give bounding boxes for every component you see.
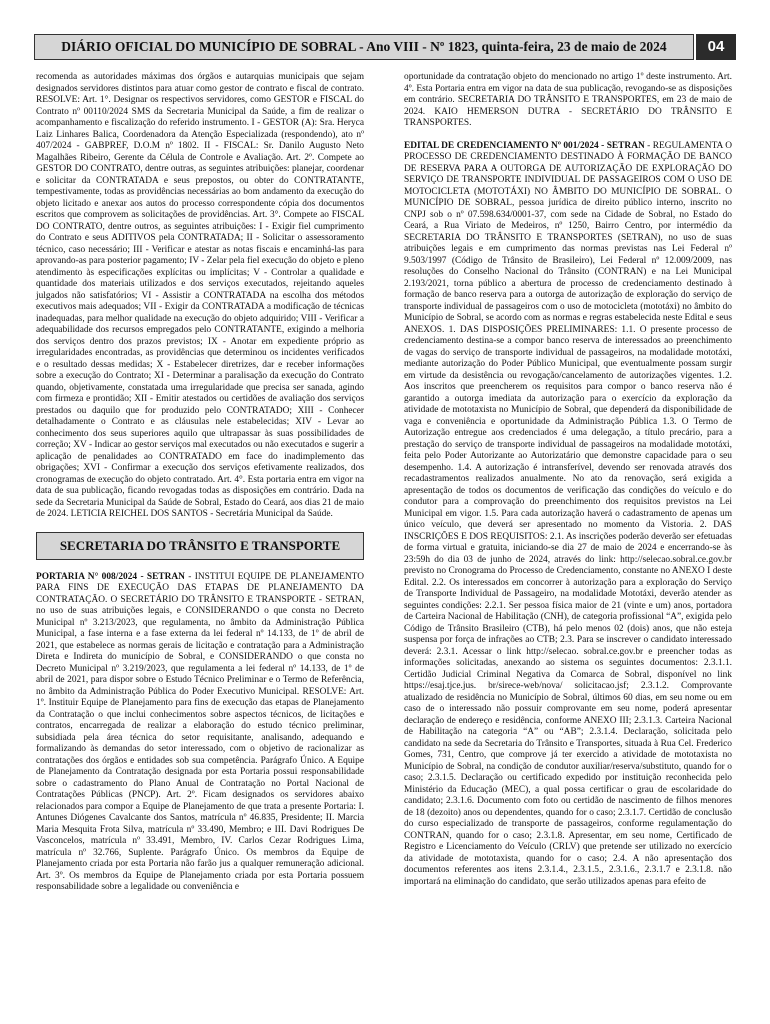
section-title: SECRETARIA DO TRÂNSITO E TRANSPORTE <box>36 532 364 560</box>
left-paragraph-1: recomenda as autoridades máximas dos órgãos e autarquias municipais que sejam designados servidores distintos para atuar como gestor de contrato e fiscal de contrato. RESOLVE: Art. 1°. Designar os respectivos servidores, como GESTOR e FISCAL do Contrato nº 00110/2024 SMS da Secretaria Municipal da Saúde, a fim de realizar o acompanhamento e fiscalização do referido instrumento. I - GESTOR (A): Sra. Heryca Laiz Linhares Balica, Coordenadora da Atenção Especializada (respondendo), ato nº 407/2024 - GABPREF, D.O.M nº 1802. II - FISCAL: Sr. Danilo Augusto Neto Magalhães Ribeiro, Gerente da Célula de Controle e Avaliação. Art. 2º. Compete ao GESTOR DO CONTRATO, dentre outras, as seguintes atribuições: planejar, coordenar e solicitar da CONTRATADA e seus prepostos, ou obter do CONTRATANTE, tempestivamente, todas as providências necessárias ao bom andamento da execução do objeto licitado e anexar aos autos do processo correspondente cópia dos documentos escritos que comprovem as solicitações de providências. Art. 3°. Compete ao FISCAL DO CONTRATO, dentre outros, as seguintes atribuições: I - Exigir fiel cumprimento do Contrato e seus ADITIVOS pela CONTRATADA; II - Solicitar o assessoramento técnico, caso necessário; III - Verificar e atestar as notas fiscais e encaminhá-las para aprovando-as para posterior pagamento; IV - Zelar pela fiel execução do objeto e pleno atendimento às especificações explícitas ou implícitas; V - Controlar a qualidade e quantidade dos materiais utilizados e dos serviços executados, rejeitando aqueles julgados não satisfatórios; VI - Assistir a CONTRATADA na escolha dos métodos executivos mais adequados; VII - Exigir da CONTRATADA a modificação de técnicas inadequadas, para melhor qualidade na execução do objeto adquirido; VIII - Verificar a adequabilidade dos recursos empregados pelo CONTRATANTE, exigindo a melhoria dos serviços dentro dos prazos previstos; IX - Anotar em expediente próprio as irregularidades encontradas, as providências que determinou os incidentes verificados e o resultado dessas medidas; X - Estabelecer diretrizes, dar e receber informações sobre a execução do Contrato; XI - Determinar a paralisação da execução do Contrato quando, objetivamente, constatada uma irregularidade que precisa ser sanada, agindo com firmeza e prontidão; XII - Emitir atestados ou certidões de avaliação dos serviços prestados ou daquilo que for produzido pelo CONTRATADO; XIII - Conhecer detalhadamente o Contrato e as cláusulas nele estabelecidas; XIV - Levar ao conhecimento dos seus superiores aquilo que ultrapassar às suas possibilidades de correção; XV - Indicar ao gestor serviços mal executados ou não executados e sugerir a aplicação de penalidades ao CONTRATADO em face do inadimplemento das obrigações; XVI - Confirmar a execução dos serviços efetivamente realizados, dos cronogramas de execução do objeto contratado. Art. 4°. Esta portaria entra em vigor na data de sua publicação, ficando revogadas todas as disposições em contrário. Dada na sede da Secretaria Municipal da Saúde de Sobral, Estado do Ceará, aos dias 21 de maio de 2024. LETICIA REICHEL DOS SANTOS - Secretária Municipal da Saúde. <box>36 72 364 519</box>
left-paragraph-2 <box>36 572 364 894</box>
portaria-body: - INSTITUI EQUIPE DE PLANEJAMENTO PARA FINS DE EXECUÇÃO DAS ETAPAS DE PLANEJAMENTO DA CONTRATAÇÃO. O SECRETÁRIO DO TRÂNSITO E TRANSPORTE - SETRAN, no uso de suas atribuições legais, e CONSIDERANDO o que consta no Decreto Municipal nº 3.213/2023, que regulamenta, no âmbito da Administração Pública Municipal, a fase interna e a fase externa da lei federal nº 14.133, de 1º de abril de 2021, que estabelece as normas gerais de licitação e contratação para a Administração Direta e Indireta do município de Sobral, e CONSIDERANDO o que consta no Decreto Municipal nº 3.219/2023, que regulamenta a lei federal nº 14.133, de 1º de abril de 2021, para dispor sobre o Estudo Técnico Preliminar e o Termo de Referência, no âmbito da Administração Pública do Poder Executivo Municipal. RESOLVE: Art. 1º. Instituir Equipe de Planejamento para fins de execução das etapas de Planejamento da Contratação o que inclui conhecimentos sobre aspectos técnicos, de licitações e contratos, encarregada de realizar a elaboração do estudo técnico preliminar, subsidiada pela área técnica do setor requisitante, analisando, adequando e formalizando às demandas do setor interessado, com o objetivo de racionalizar as contratações dos órgãos e entidades sob sua competência. Parágrafo Único. A Equipe de Planejamento da Contratação designada por esta Portaria possui responsabilidade sobre o cadastramento do Plano Anual de Contratação no Portal Nacional de Contratações Públicas (PNCP). Art. 2º. Ficam designados os servidores abaixo relacionados para compor a Equipe de Planejamento de que trata a presente Portaria: I. Antunes Diógenes Cavalcante dos Santos, matrícula nº 46.835, Presidente; II. Marcia Maria Mesquita Frota Silva, matrícula nº 33.490, Membro; e III. Davi Rodrigues De Vasconcelos, matrícula nº 33.491, Membro, IV. Carlos Cezar Rodrigues Lima, matrícula nº 32.766, Suplente. Parágrafo Único. Os membros da Equipe de Planejamento criada por esta Portaria não farão jus a qualquer remuneração adicional. Art. 3º. Os membros da Equipe de Planejamento criada por esta Portaria possuem responsabilidade sobre a legalidade ou conveniência e <box>36 571 365 892</box>
edital-heading: EDITAL DE CREDENCIAMENTO Nº 001/2024 - SETRAN <box>404 140 645 151</box>
left-column <box>36 72 364 905</box>
page-header <box>34 34 734 60</box>
right-paragraph-1: oportunidade da contratação objeto do mencionado no artigo 1º deste instrumento. Art. 4º. Esta Portaria entra em vigor na data de sua publicação, revogando-se as disposições em contrário. SECRETARIA DO TRÂNSITO E TRANSPORTES, em 23 de maio de 2024. KAIO HEMERSON DUTRA - SECRETÁRIO DO TRÂNSITO E TRANSPORTES. <box>404 72 732 128</box>
right-paragraph-2 <box>404 141 732 889</box>
edital-body: - REGULAMENTA O PROCESSO DE CREDENCIAMENTO DESTINADO À FORMAÇÃO DE BANCO DE RESERVA PARA A OUTORGA DE AUTORIZAÇÃO DE EXPLORAÇÃO DO SERVIÇO DE TRANSPORTE INDIVIDUAL DE PASSAGEIROS COM O USO DE MOTOCICLETA (MOTOTÁXI) NO ÂMBITO DO MUNICÍPIO DE SOBRAL. O MUNICÍPIO DE SOBRAL, pessoa jurídica de direito público interno, inscrito no CNPJ sob o nº 07.598.634/0001-37, com sede na Cidade de Sobral, no Estado do Ceará, a Rua Viriato de Medeiros, nº 1250, Bairro Centro, por intermédio da SECRETARIA DO TRÂNSITO E TRANSPORTES (SETRAN), no uso de suas atribuições legais e em cumprimento das normas previstas nas Lei Federal nº 9.503/1997 (Código de Trânsito de Brasileiro), Lei Federal nº 12.009/2009, nas resoluções do Conselho Nacional do Trânsito (CONTRAN) e na Lei Municipal 2.193/2021, torna público a abertura de processo de credenciamento destinado à formação de banco reserva para a outorga de autorização de exploração do serviço de transporte individual de passageiros com o uso de motocicleta (mototáxi) no âmbito do Município de Sobral, se acordo com as normas e regras estabelecida neste Edital e seus ANEXOS. 1. DAS DISPOSIÇÕES PRELIMINARES: 1.1. O presente processo de credenciamento destina-se a compor banco reserva de interessados ao preenchimento de vagas do serviço de transporte individual de passageiros, na modalidade mototáxi, mediante autorização do Poder Público Municipal, que eventualmente possam surgir em virtude da desistência ou revogação/cancelamento de autorizações vigentes. 1.2. Aos inscritos que preencherem os requisitos para compor o banco reserva não é garantido a outorga imediata da autorização para o exercício da exploração da atividade de mototaxista no Município de Sobral, que dependerá da disponibilidade de vaga e conveniência e oportunidade da Administração Pública 1.3. O Termo de Autorização entregue aos credenciados é uma delegação, a título precário, para a prestação do serviço de transporte individual de passageiros na modalidade mototáxi, feita pelo Poder Autorizante ao Autorizatário que demonstre capacidade para o seu desempenho. 1.4. A autorização é intransferível, devendo ser renovada através dos recadastramentos realizados anualmente. No ato da renovação, será exigida a apresentação de todos os documentos de verificação das condições do veículo e do condutor para a comprovação do preenchimento dos requisitos previstos na Lei Municipal em vigor. 1.5. Para cada autorização haverá o cadastramento de apenas um único veículo, que deverá ser apresentado no momento da Vistoria. 2. DAS INSCRIÇÕES E DOS REQUISITOS: 2.1. As inscrições poderão deverão ser efetuadas de forma virtual e gratuita, iniciando-se dia 27 de maio de 2024 e encerrando-se às 23:59h do dia 03 de junho de 2024, através do link: http://selecao.sobral.ce.gov.br previsto no Cronograma do Processo de Credenciamento, constante no ANEXO I deste Edital. 2.2. Os interessados em concorrer à autorização para a exploração do Serviço de Transporte Individual de Passageiro, na modalidade Mototáxi, deverão atender as seguintes condições: 2.2.1. Ser pessoa física maior de 21 (vinte e um) anos, portadora de Carteira Nacional de Habilitação (CNH), de categoria profissional “A”, exigida pelo Código de Trânsito Brasileiro (CTB), há pelo menos 02 (dois) anos, que não esteja suspensa por força de infrações ao CTB; 2.3. Para se inscrever o candidato interessado deverá: 2.3.1. Acessar o link http://selecao. sobral.ce.gov.br e preencher todas as informações solicitadas, anexando ao sistema os seguintes documentos: 2.3.1.1. Certidão Judicial Criminal Negativa da Comarca de Sobral, disponível no link https://esaj.tjce.jus. br/sirece-web/nova/ solicitacao.jsf; 2.3.1.2. Comprovante atualizado de residência no Município de Sobral, últimos 60 dias, em seu nome ou em caso de o interessado não possuir comprovante em seu nome, poderá apresentar declaração de endereço e residência, conforme ANEXO III; 2.3.1.3. Carteira Nacional de Habilitação na categoria “A” ou “AB”; 2.3.1.4. Declaração, solicitada pelo candidato na sede da Secretaria do Trânsito e Transportes, situada à Rua Cel. Frederico Gomes, 731, Centro, que comprove já ter exercido a atividade de mototaxista no Município de Sobral, na condição de condutor auxiliar/reserva/substituto, quando for o caso; 2.3.1.5. Declaração ou certificado expedido por instituição reconhecida pelo Ministério da Educação (MEC), a qual possa certificar o grau de escolaridade do candidato; 2.3.1.6. Documento com foto ou certidão de nascimento de filhos menores de 18 (dezoito) anos ou dependentes, quando for o caso; 2.3.1.7. Certidão de conclusão do curso especializado de transporte de passageiros, conforme regulamentação do CONTRAN, quando for o caso; 2.3.1.8. Apresentar, em seu nome, Certificado de Registro e Licenciamento do Veículo (CRLV) que pretende ser utilizado no exercício da atividade de mototaxista, quando for o caso; 2.4. A não apresentação dos documentos referentes aos itens 2.3.1.4., 2.3.1.5., 2.3.1.6., 2.3.1.7 e 2.3.1.8. não importará na eliminação do candidato, que serão utilizados apenas para efeito de <box>404 140 732 887</box>
page-number: 04 <box>696 34 736 60</box>
right-column <box>404 72 732 899</box>
journal-title: DIÁRIO OFICIAL DO MUNICÍPIO DE SOBRAL - Ano VIII - Nº 1823, quinta-feira, 23 de maio de 2024 <box>34 34 694 60</box>
portaria-heading: PORTARIA N° 008/2024 - SETRAN <box>36 571 185 582</box>
